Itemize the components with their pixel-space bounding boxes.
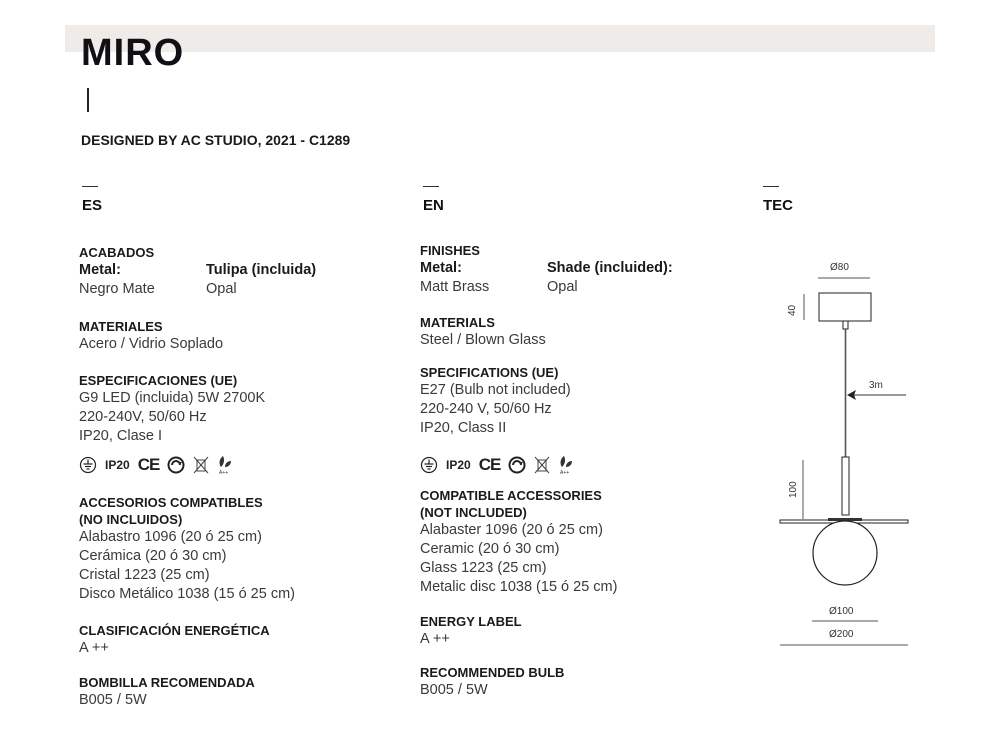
materials-heading: MATERIALS [420, 315, 495, 330]
language-code: ES [82, 197, 103, 214]
dim-cable-length: 3m [869, 380, 883, 391]
title-divider [87, 88, 89, 112]
earth-ground-icon [79, 456, 97, 474]
spec-line: IP20, Class II [420, 420, 507, 436]
metal-label: Metal: [420, 260, 462, 276]
dim-stem-height: 100 [788, 481, 799, 498]
ip20-label: IP20 [105, 458, 130, 472]
shade-label: Tulipa (incluida) [206, 262, 317, 278]
metal-label: Metal: [79, 262, 121, 278]
energy-heading: CLASIFICACIÓN ENERGÉTICA [79, 623, 270, 638]
weee-crossed-bin-icon [193, 456, 209, 474]
dim-globe-diameter: Ø100 [829, 606, 854, 617]
weee-crossed-bin-icon [534, 456, 550, 474]
tec-code: TEC [763, 197, 793, 214]
energy-value: A ++ [79, 640, 109, 656]
dim-canopy-height: 40 [787, 304, 798, 316]
metal-value: Matt Brass [420, 279, 490, 295]
accessories-heading: COMPATIBLE ACCESSORIES [420, 488, 602, 503]
bulb-section [79, 674, 399, 710]
section-dash [82, 186, 98, 187]
spec-line: G9 LED (incluida) 5W 2700K [79, 390, 266, 406]
materials-heading: MATERIALES [79, 319, 163, 334]
specs-section [79, 372, 399, 446]
column-es [79, 186, 409, 708]
metal-value: Negro Mate [79, 281, 155, 297]
accessory-item: Alabastro 1096 (20 ó 25 cm) [79, 529, 262, 545]
certification-icons [79, 454, 399, 476]
accessory-item: Disco Metálico 1038 (15 ó 25 cm) [79, 586, 295, 602]
specs-section [420, 364, 740, 438]
accessories-heading: ACCESORIOS COMPATIBLES [79, 495, 263, 510]
language-code: EN [423, 197, 444, 214]
bulb-heading: BOMBILLA RECOMENDADA [79, 675, 255, 690]
specs-heading: ESPECIFICACIONES (UE) [79, 373, 238, 388]
accessory-item: Metalic disc 1038 (15 ó 25 cm) [420, 579, 618, 595]
header-banner [65, 25, 935, 52]
finishes-section [420, 242, 740, 297]
section-dash [763, 186, 779, 187]
ce-mark-icon: CE [478, 455, 501, 474]
shade-value: Opal [547, 279, 578, 295]
shade-label: Shade (incluided): [547, 260, 673, 276]
energy-section [79, 622, 399, 658]
svg-text:A++: A++ [560, 470, 570, 475]
column-tec [760, 186, 960, 214]
bulb-value: B005 / 5W [420, 682, 488, 698]
product-title: MIRO [81, 32, 185, 74]
accessories-section [79, 494, 399, 604]
eco-leaf-a-plus-plus-icon [217, 455, 233, 475]
dim-canopy-diameter: Ø80 [830, 262, 849, 273]
energy-value: A ++ [420, 631, 450, 647]
bulb-heading: RECOMMENDED BULB [420, 665, 565, 680]
finishes-heading: FINISHES [420, 243, 480, 258]
accessory-item: Cristal 1223 (25 cm) [79, 567, 210, 583]
spec-line: 220-240 V, 50/60 Hz [420, 401, 552, 417]
section-dash [423, 186, 439, 187]
accessories-subheading: (NOT INCLUDED) [420, 505, 527, 520]
bulb-value: B005 / 5W [79, 692, 147, 708]
certification-icons [420, 454, 740, 476]
finishes-section [79, 244, 399, 299]
technical-drawing [760, 250, 930, 660]
green-dot-recycle-icon [167, 456, 185, 474]
materials-value: Acero / Vidrio Soplado [79, 336, 224, 352]
bulb-section [420, 664, 740, 700]
materials-section [420, 314, 740, 350]
accessory-item: Glass 1223 (25 cm) [420, 560, 547, 576]
spec-line: E27 (Bulb not included) [420, 382, 571, 398]
accessory-item: Cerámica (20 ó 30 cm) [79, 548, 227, 564]
eco-leaf-a-plus-plus-icon [558, 455, 574, 475]
earth-ground-icon [420, 456, 438, 474]
specs-heading: SPECIFICATIONS (UE) [420, 365, 559, 380]
energy-section [420, 613, 740, 649]
ce-mark-icon: CE [137, 455, 160, 474]
spec-line: IP20, Clase I [79, 428, 163, 444]
accessory-item: Ceramic (20 ó 30 cm) [420, 541, 560, 557]
ip20-label: IP20 [446, 458, 471, 472]
designed-by: DESIGNED BY AC STUDIO, 2021 - C1289 [81, 132, 351, 148]
shade-value: Opal [206, 281, 237, 297]
materials-section [79, 318, 399, 354]
svg-text:A++: A++ [219, 470, 229, 475]
spec-line: 220-240V, 50/60 Hz [79, 409, 207, 425]
accessories-subheading: (NO INCLUIDOS) [79, 512, 183, 527]
energy-heading: ENERGY LABEL [420, 614, 522, 629]
dim-disc-diameter: Ø200 [829, 629, 854, 640]
column-en [420, 186, 750, 698]
accessories-section [420, 487, 740, 597]
materials-value: Steel / Blown Glass [420, 332, 546, 348]
green-dot-recycle-icon [508, 456, 526, 474]
finishes-heading: ACABADOS [79, 245, 155, 260]
accessory-item: Alabaster 1096 (20 ó 25 cm) [420, 522, 603, 538]
